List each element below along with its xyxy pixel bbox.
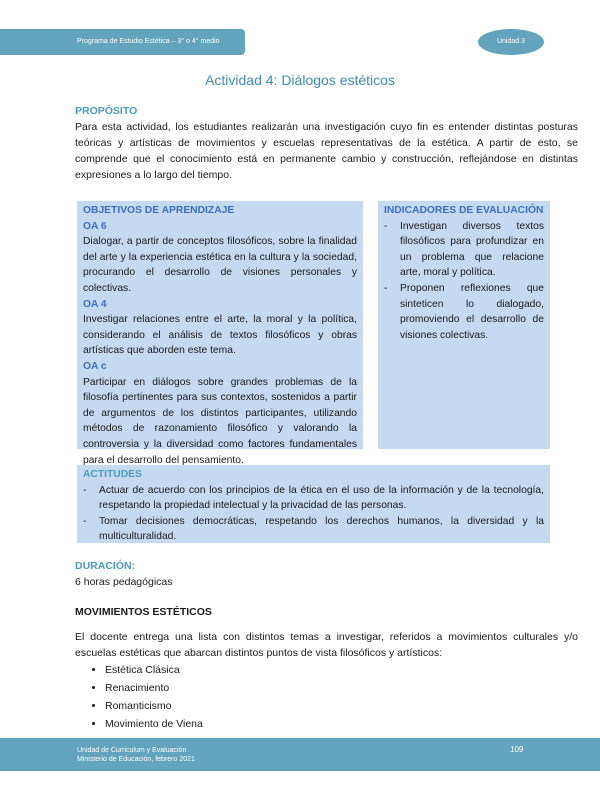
objetivos-label: OBJETIVOS DE APRENDIZAJE [83,205,235,216]
oa-text: Participar en diálogos sobre grandes problemas de la filosofía pertinentes para sus contextos, sostenidos a partir de argumentos de los distintos participantes, utilizando métodos de razonamiento filosófico y valorando la controversia y la diversidad como factores fundamentales para el desarrollo del pensamiento. [83,376,357,466]
movimientos-list [75,661,578,733]
list-item: - Actuar de acuerdo con los principios de la ética en el uso de la información y de la tecnología, respetando la propiedad intelectual y la privacidad de las personas. [83,483,544,514]
footer-credits [77,746,195,764]
movimientos-label: MOVIMIENTOS ESTÉTICOS [75,606,212,618]
duracion-label: DURACIÓN: [75,560,136,572]
proposito-text: Para esta actividad, los estudiantes realizarán una investigación cuyo fin es entender distintas posturas teóricas y artísticas de movimientos y escuelas representativas de la estética. A partir de esto, se comprende que el conocimiento está en permanente cambio y construcción, reflejándose en distintas expresiones a lo largo del tiempo. [75,121,578,181]
list-item: • Movimiento de Viena [105,715,578,733]
list-item: - Investigan diversos textos filosóficos para profundizar en un problema que relacione arte, moral y política. [384,219,544,281]
footer [0,738,600,771]
header-program: Programa de Estudio Estética – 3° o 4° medio [0,29,245,55]
actitudes-box [77,465,550,543]
oa-text: Investigar relaciones entre el arte, la moral y la política, considerando el análisis de textos filosóficos y obras artísticas que aborden este tema. [83,314,357,357]
list-item: - Proponen reflexiones que sinteticen lo dialogado, promoviendo el desarrollo de visiones colectivas. [384,281,544,343]
movimientos-section [75,604,578,733]
indicador-text: Proponen reflexiones que sinteticen lo dialogado, promoviendo el desarrollo de visiones colectivas. [400,282,544,341]
actitud-text: Tomar decisiones democráticas, respetando los derechos humanos, la diversidad y la multiculturalidad. [99,515,544,543]
oa-text: Dialogar, a partir de conceptos filosóficos, sobre la finalidad del arte y la experiencia estética en la cultura y la sociedad, procurando el desarrollo de visiones personales y colectivas. [83,236,357,294]
duracion-text: 6 horas pedagógicas [75,576,173,588]
oa-code: OA c [83,360,107,372]
list-item: • Estética Clásica [105,661,578,679]
list-item: - Tomar decisiones democráticas, respetando los derechos humanos, la diversidad y la multiculturalidad. [83,514,544,545]
footer-line2: Ministerio de Educación, febrero 2021 [77,756,195,763]
oa-code: OA 6 [83,220,107,232]
actitudes-label: ACTITUDES [83,469,142,480]
page-number: 109 [510,745,524,754]
duracion-section [75,558,578,590]
proposito-label: PROPÓSITO [75,105,138,117]
indicador-text: Investigan diversos textos filosóficos para profundizar en un problema que relacione arte, moral y política. [400,220,544,279]
proposito-section [75,103,578,183]
list-item: • Renacimiento [105,679,578,697]
objetivos-box [77,201,363,466]
indicadores-label: INDICADORES DE EVALUACIÓN [384,205,544,216]
actitud-text: Actuar de acuerdo con los principios de la ética en el uso de la información y de la tecnología, respetando la propiedad intelectual y la privacidad de las personas. [99,484,544,512]
oa-code: OA 4 [83,298,107,310]
indicadores-box [378,201,550,449]
page-title: Actividad 4: Diálogos estéticos [205,72,395,88]
movimientos-text: El docente entrega una lista con distintos temas a investigar, referidos a movimientos culturales y/o escuelas estéticas que abarcan distintos puntos de vista filosóficos y artísticos: [75,631,578,659]
list-item: • Romanticismo [105,697,578,715]
footer-line1: Unidad de Curriculum y Evaluación [77,747,187,754]
unit-badge: Unidad 3 [478,29,544,55]
